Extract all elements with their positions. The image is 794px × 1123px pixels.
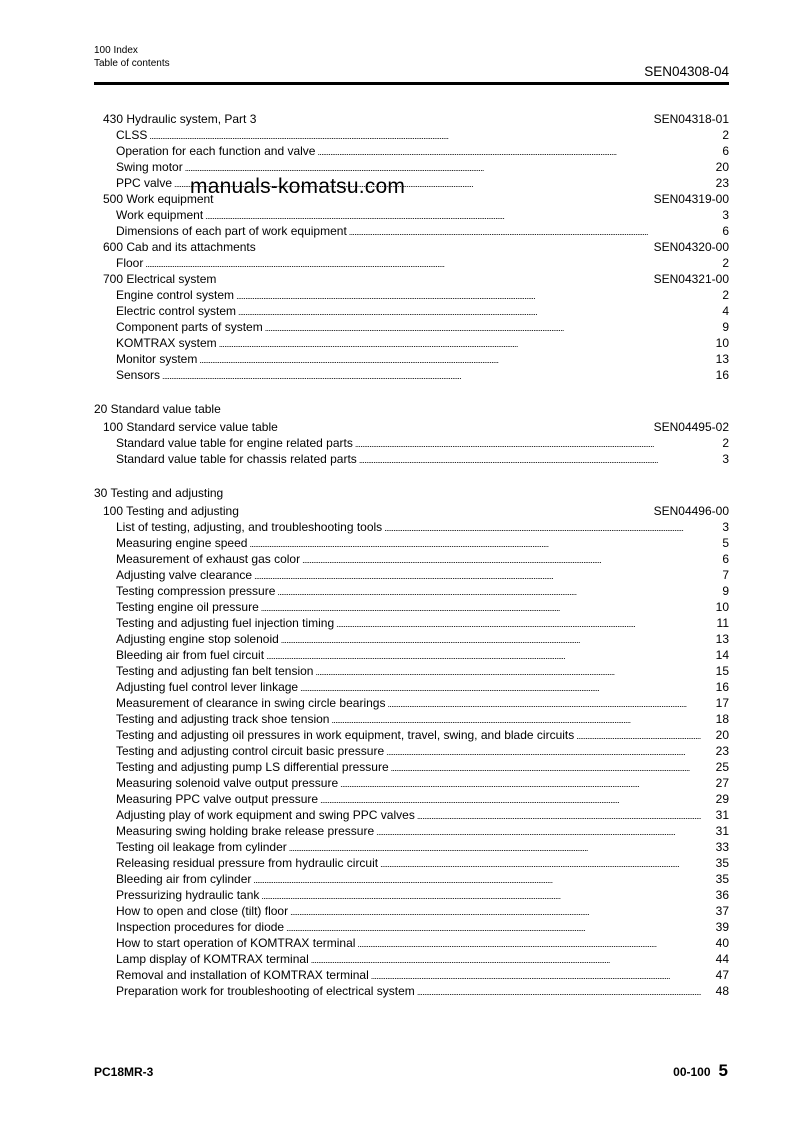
dot-leader: [359, 452, 701, 468]
entry-page: 39: [715, 920, 729, 934]
dot-leader: [289, 840, 701, 856]
section-heading[interactable]: [94, 239, 729, 255]
toc-entry[interactable]: [94, 711, 729, 727]
entry-page: 18: [715, 712, 729, 726]
entry-page: 4: [722, 304, 729, 318]
entry-title: Measuring engine speed: [116, 536, 248, 550]
entry-page: 14: [715, 648, 729, 662]
toc-entry[interactable]: [94, 727, 729, 743]
toc-entry[interactable]: [94, 615, 729, 631]
toc-entry[interactable]: [94, 807, 729, 823]
entry-title: How to start operation of KOMTRAX terminal: [116, 936, 356, 950]
toc-entry[interactable]: [94, 435, 729, 451]
toc-entry[interactable]: [94, 983, 729, 999]
dot-leader: [357, 936, 701, 952]
header-doc-code: SEN04308-04: [644, 64, 729, 79]
header-section: 100 Index: [94, 45, 138, 56]
entry-title: Inspection procedures for diode: [116, 920, 285, 934]
entry-page: 17: [715, 696, 729, 710]
dot-leader: [174, 176, 701, 192]
dot-leader: [371, 968, 701, 984]
toc-entry[interactable]: [94, 535, 729, 551]
dot-leader: [386, 744, 701, 760]
toc-entry[interactable]: [94, 919, 729, 935]
entry-title: Dimensions of each part of work equipment: [116, 224, 347, 238]
toc-entry[interactable]: [94, 451, 729, 467]
dot-leader: [265, 320, 701, 336]
toc-entry[interactable]: [94, 967, 729, 983]
entry-title: List of testing, adjusting, and troubleshooting tools: [116, 520, 383, 534]
toc-entry[interactable]: [94, 367, 729, 383]
entry-title: Standard value table for engine related parts: [116, 436, 353, 450]
footer-page-ref: [673, 1061, 728, 1081]
entry-title: Engine control system: [116, 288, 235, 302]
spacer: [94, 383, 729, 401]
footer-model: PC18MR-3: [94, 1065, 154, 1079]
entry-title: Measuring PPC valve output pressure: [116, 792, 319, 806]
toc-entry[interactable]: [94, 143, 729, 159]
section-title: 100 Standard service value table: [103, 420, 278, 434]
entry-title: Measurement of clearance in swing circle bearings: [116, 696, 386, 710]
section-title: 600 Cab and its attachments: [103, 240, 256, 254]
entry-page: 6: [722, 552, 729, 566]
toc-entry[interactable]: [94, 127, 729, 143]
toc-entry[interactable]: [94, 319, 729, 335]
entry-page: 47: [715, 968, 729, 982]
entry-page: 6: [722, 224, 729, 238]
dot-leader: [311, 952, 701, 968]
entry-page: 40: [715, 936, 729, 950]
entry-title: Bleeding air from cylinder: [116, 872, 252, 886]
toc-entry[interactable]: [94, 663, 729, 679]
dot-leader: [238, 304, 701, 320]
entry-page: 23: [715, 176, 729, 190]
entry-title: Bleeding air from fuel circuit: [116, 648, 265, 662]
entry-page: 23: [715, 744, 729, 758]
toc-entry[interactable]: [94, 551, 729, 567]
toc-entry[interactable]: [94, 599, 729, 615]
entry-page: 9: [722, 320, 729, 334]
dot-leader: [219, 336, 701, 352]
entry-page: 36: [715, 888, 729, 902]
watermark: manuals-komatsu.com: [190, 175, 406, 198]
footer-page-number: 5: [718, 1061, 728, 1080]
entry-title: PPC valve: [116, 176, 173, 190]
entry-title: Testing and adjusting pump LS differential pressure: [116, 760, 389, 774]
dot-leader: [387, 696, 701, 712]
dot-leader: [300, 680, 701, 696]
toc-entry[interactable]: [94, 303, 729, 319]
section-title: 500 Work equipment: [103, 192, 214, 206]
section-doc-code: SEN04320-00: [653, 240, 729, 254]
dot-leader: [576, 728, 701, 744]
toc-entry[interactable]: [94, 903, 729, 919]
section-heading[interactable]: [94, 191, 729, 207]
entry-page: 15: [715, 664, 729, 678]
dot-leader: [236, 288, 701, 304]
dot-leader: [290, 904, 701, 920]
dot-leader: [266, 648, 701, 664]
entry-title: Testing and adjusting track shoe tension: [116, 712, 330, 726]
entry-title: Operation for each function and valve: [116, 144, 316, 158]
entry-page: 13: [715, 632, 729, 646]
entry-title: Adjusting valve clearance: [116, 568, 253, 582]
dot-leader: [349, 224, 701, 240]
dot-leader: [336, 616, 701, 632]
entry-page: 31: [715, 824, 729, 838]
entry-page: 48: [715, 984, 729, 998]
toc-entry[interactable]: [94, 175, 729, 191]
entry-title: How to open and close (tilt) floor: [116, 904, 289, 918]
dot-leader: [286, 920, 701, 936]
entry-page: 20: [715, 728, 729, 742]
entry-title: Testing engine oil pressure: [116, 600, 259, 614]
dot-leader: [315, 664, 701, 680]
dot-leader: [261, 600, 701, 616]
entry-title: Removal and installation of KOMTRAX terminal: [116, 968, 369, 982]
entry-title: Floor: [116, 256, 144, 270]
entry-page: 29: [715, 792, 729, 806]
section-doc-code: SEN04495-02: [653, 420, 729, 434]
toc-entry[interactable]: [94, 159, 729, 175]
section-heading[interactable]: [94, 111, 729, 127]
entry-title: Testing and adjusting fuel injection timing: [116, 616, 335, 630]
dot-leader: [254, 568, 701, 584]
entry-page: 11: [716, 616, 729, 630]
table-of-contents: [94, 111, 729, 999]
dot-leader: [249, 536, 701, 552]
entry-page: 2: [722, 256, 729, 270]
dot-leader: [320, 792, 701, 808]
section-doc-code: SEN04318-01: [653, 112, 729, 126]
entry-title: Standard value table for chassis related parts: [116, 452, 357, 466]
entry-page: 20: [715, 160, 729, 174]
entry-page: 2: [722, 288, 729, 302]
section-heading[interactable]: [94, 271, 729, 287]
section-heading[interactable]: [94, 419, 729, 435]
toc-entry[interactable]: [94, 951, 729, 967]
entry-page: 7: [722, 568, 729, 582]
toc-entry[interactable]: [94, 679, 729, 695]
entry-title: Adjusting play of work equipment and swing PPC valves: [116, 808, 415, 822]
section-title: 700 Electrical system: [103, 272, 217, 286]
toc-entry[interactable]: [94, 695, 729, 711]
entry-title: Testing oil leakage from cylinder: [116, 840, 287, 854]
section-doc-code: SEN04496-00: [653, 504, 729, 518]
entry-title: Testing and adjusting control circuit basic pressure: [116, 744, 385, 758]
toc-entry[interactable]: [94, 759, 729, 775]
dot-leader: [277, 584, 701, 600]
dot-leader: [185, 160, 701, 176]
entry-page: 5: [722, 536, 729, 550]
entry-title: Preparation work for troubleshooting of electrical system: [116, 984, 415, 998]
entry-title: Swing motor: [116, 160, 183, 174]
toc-entry[interactable]: [94, 791, 729, 807]
entry-page: 35: [715, 856, 729, 870]
entry-title: Adjusting fuel control lever linkage: [116, 680, 299, 694]
entry-page: 44: [715, 952, 729, 966]
toc-entry[interactable]: [94, 871, 729, 887]
entry-title: Measuring swing holding brake release pressure: [116, 824, 375, 838]
toc-entry[interactable]: [94, 583, 729, 599]
entry-page: 3: [722, 452, 729, 466]
entry-page: 25: [715, 760, 729, 774]
entry-page: 16: [715, 368, 729, 382]
entry-page: 3: [722, 208, 729, 222]
dot-leader: [281, 632, 701, 648]
section-title: 430 Hydraulic system, Part 3: [103, 112, 257, 126]
dot-leader: [162, 368, 701, 384]
toc-entry[interactable]: [94, 631, 729, 647]
entry-title: Sensors: [116, 368, 161, 382]
dot-leader: [417, 808, 701, 824]
toc-entry[interactable]: [94, 335, 729, 351]
entry-title: Electric control system: [116, 304, 237, 318]
entry-page: 3: [722, 520, 729, 534]
footer-section: 00-100: [673, 1065, 711, 1079]
entry-title: Adjusting engine stop solenoid: [116, 632, 279, 646]
toc-entry[interactable]: [94, 207, 729, 223]
entry-page: 10: [715, 336, 729, 350]
entry-title: Work equipment: [116, 208, 204, 222]
toc-entry[interactable]: [94, 775, 729, 791]
toc-entry[interactable]: [94, 351, 729, 367]
toc-entry[interactable]: [94, 887, 729, 903]
dot-leader: [355, 436, 701, 452]
dot-leader: [253, 872, 701, 888]
dot-leader: [391, 760, 701, 776]
entry-title: Lamp display of KOMTRAX terminal: [116, 952, 309, 966]
entry-page: 37: [715, 904, 729, 918]
dot-leader: [331, 712, 701, 728]
entry-page: 16: [715, 680, 729, 694]
toc-entry[interactable]: [94, 519, 729, 535]
section-title: 100 Testing and adjusting: [103, 504, 239, 518]
dot-leader: [317, 144, 701, 160]
entry-title: Monitor system: [116, 352, 198, 366]
entry-title: KOMTRAX system: [116, 336, 217, 350]
toc-entry[interactable]: [94, 839, 729, 855]
entry-title: Component parts of system: [116, 320, 263, 334]
entry-title: Testing compression pressure: [116, 584, 276, 598]
toc-entry[interactable]: [94, 743, 729, 759]
toc-entry[interactable]: [94, 823, 729, 839]
toc-entry[interactable]: [94, 935, 729, 951]
dot-leader: [205, 208, 701, 224]
entry-page: 33: [715, 840, 729, 854]
entry-page: 35: [715, 872, 729, 886]
dot-leader: [380, 856, 701, 872]
section-doc-code: SEN04319-00: [653, 192, 729, 206]
header-left: [94, 44, 170, 70]
entry-title: Measurement of exhaust gas color: [116, 552, 301, 566]
toc-entry[interactable]: [94, 567, 729, 583]
entry-title: Releasing residual pressure from hydraulic circuit: [116, 856, 379, 870]
entry-page: 9: [722, 584, 729, 598]
dot-leader: [302, 552, 701, 568]
entry-page: 6: [722, 144, 729, 158]
entry-page: 2: [722, 436, 729, 450]
chapter-heading: 20 Standard value table: [94, 402, 221, 416]
toc-entry[interactable]: [94, 647, 729, 663]
toc-entry[interactable]: [94, 223, 729, 239]
entry-page: 2: [722, 128, 729, 142]
entry-title: Testing and adjusting fan belt tension: [116, 664, 314, 678]
dot-leader: [340, 776, 701, 792]
entry-title: Testing and adjusting oil pressures in work equipment, travel, swing, and blade circuits: [116, 728, 575, 742]
toc-entry[interactable]: [94, 855, 729, 871]
dot-leader: [145, 256, 701, 272]
entry-page: 13: [715, 352, 729, 366]
entry-page: 27: [715, 776, 729, 790]
dot-leader: [199, 352, 701, 368]
chapter-heading: 30 Testing and adjusting: [94, 486, 224, 500]
entry-page: 31: [715, 808, 729, 822]
spacer: [94, 467, 729, 485]
entry-title: Measuring solenoid valve output pressure: [116, 776, 339, 790]
entry-title: Pressurizing hydraulic tank: [116, 888, 260, 902]
toc-entry[interactable]: [94, 287, 729, 303]
header-subtitle: Table of contents: [94, 58, 170, 69]
toc-entry[interactable]: [94, 255, 729, 271]
dot-leader: [376, 824, 701, 840]
dot-leader: [261, 888, 701, 904]
section-heading[interactable]: [94, 503, 729, 519]
dot-leader: [417, 984, 701, 1000]
page-header: [94, 44, 729, 85]
dot-leader: [149, 128, 701, 144]
entry-page: 10: [715, 600, 729, 614]
dot-leader: [384, 520, 701, 536]
section-doc-code: SEN04321-00: [653, 272, 729, 286]
entry-title: CLSS: [116, 128, 148, 142]
